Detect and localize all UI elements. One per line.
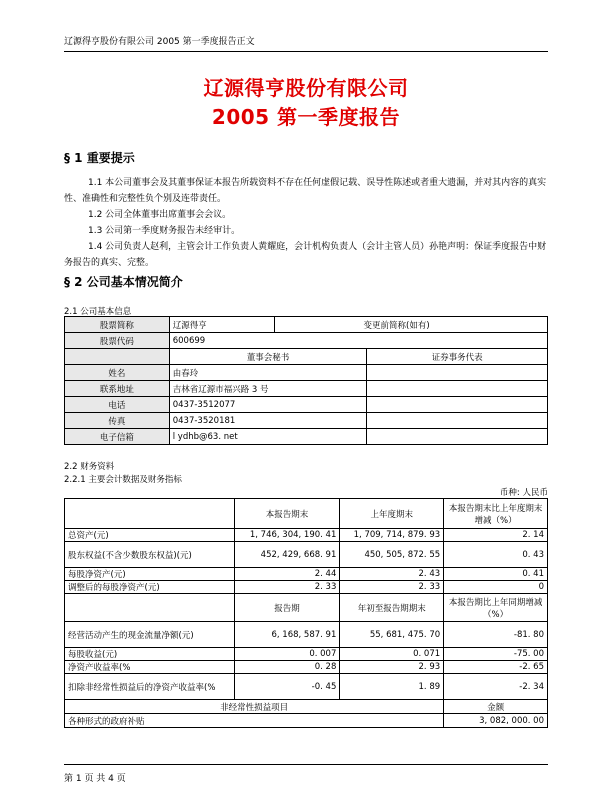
secretary-address: 吉林省辽源市福兴路 3 号	[169, 381, 367, 397]
fin-value: 0	[444, 581, 548, 594]
section1-heading: § 1 重要提示	[64, 151, 135, 165]
fin-value: 1, 746, 304, 190. 41	[234, 529, 340, 542]
subsection-2-2-1: 2.2.1 主要会计数据及财务指标	[64, 475, 182, 485]
fin-header-last-year-end: 上年度期末	[340, 499, 444, 529]
rep-name	[367, 365, 548, 381]
fin-value: 2. 14	[444, 529, 548, 542]
fin-value: 1, 709, 714, 879. 93	[340, 529, 444, 542]
section1-body	[64, 175, 548, 271]
fin-label: 每股收益(元)	[65, 648, 235, 661]
fin-value: 0. 41	[444, 568, 548, 581]
rep-header: 证券事务代表	[367, 349, 548, 365]
fin-value: 450, 505, 872. 55	[340, 542, 444, 568]
notice-1-1: 1.1 本公司董事会及其董事保证本报告所载资料不存在任何虚假记载、误导性陈述或者重大遗漏，并对其内容的真实性、准确性和完整性负个别及连带责任。	[64, 178, 547, 204]
company-title: 辽源得亨股份有限公司	[203, 76, 409, 100]
fin-value: 55, 681, 475. 70	[340, 622, 444, 648]
page-footer: 第 1 页 共 4 页	[64, 774, 126, 784]
fin-value: -75. 00	[444, 648, 548, 661]
secretary-fax: 0437-3520181	[169, 413, 367, 429]
secretary-name: 由春玲	[169, 365, 367, 381]
secretary-header: 董事会秘书	[169, 349, 367, 365]
fin-value: -2. 65	[444, 661, 548, 674]
fin-label: 扣除非经常性损益后的净资产收益率(%	[65, 674, 235, 700]
contact-label-address: 联系地址	[65, 381, 170, 397]
fin-header-ytd: 年初至报告期期末	[340, 594, 444, 622]
secretary-email: l ydhb@63. net	[169, 429, 367, 445]
stock-name-value: 辽源得亨	[169, 317, 274, 333]
rep-email	[367, 429, 548, 445]
report-title: 2005 第一季度报告	[211, 105, 401, 129]
fin-header-change: 本报告期末比上年度期末增减（%）	[444, 499, 548, 529]
fin-value: -2. 34	[444, 674, 548, 700]
page-header: 辽源得亨股份有限公司 2005 第一季度报告正文	[64, 37, 255, 47]
prev-name-cell	[274, 317, 547, 333]
stock-code-label: 股票代码	[65, 333, 170, 349]
fin-header-period-end: 本报告期末	[234, 499, 340, 529]
fin-value: 0. 28	[234, 661, 340, 674]
contact-label-phone: 电话	[65, 397, 170, 413]
fin-value: -81. 80	[444, 622, 548, 648]
notice-1-3: 1.3 公司第一季度财务报告未经审计。	[88, 226, 241, 236]
prev-name-label: 变更前简称(如有)	[363, 320, 430, 331]
nonrec-header: 非经常性损益项目	[65, 700, 444, 714]
fin-value: 0. 43	[444, 542, 548, 568]
section2-heading: § 2 公司基本情况简介	[64, 275, 183, 289]
fin-value: 2. 33	[234, 581, 340, 594]
fin-value: 0. 007	[234, 648, 340, 661]
fin-value: 452, 429, 668. 91	[234, 542, 340, 568]
currency-note: 币种: 人民币	[499, 488, 548, 498]
basic-info-table	[64, 316, 548, 445]
header-rule	[64, 51, 548, 52]
fin-value: 0. 071	[340, 648, 444, 661]
fin-header-blank	[65, 499, 235, 529]
fin-header-blank-2	[65, 594, 235, 622]
fin-value: 2. 44	[234, 568, 340, 581]
fin-label: 净资产收益率(%	[65, 661, 235, 674]
rep-fax	[367, 413, 548, 429]
fin-value: 6, 168, 587. 91	[234, 622, 340, 648]
nonrec-item-label: 各种形式的政府补贴	[65, 714, 444, 728]
stock-name-label: 股票简称	[65, 317, 170, 333]
fin-label: 调整后的每股净资产(元)	[65, 581, 235, 594]
financial-table	[64, 498, 548, 728]
fin-value: 2. 33	[340, 581, 444, 594]
fin-header-period: 报告期	[234, 594, 340, 622]
rep-address	[367, 381, 548, 397]
fin-label: 总资产(元)	[65, 529, 235, 542]
stock-code-value: 600699	[169, 333, 547, 349]
notice-1-4: 1.4 公司负责人赵利，主管会计工作负责人黄耀庭，会计机构负责人（会计主管人员）孙艳声明：保证季度报告中财务报告的真实、完整。	[64, 242, 547, 268]
fin-value: 2. 43	[340, 568, 444, 581]
nonrec-item-amount: 3, 082, 000. 00	[444, 714, 548, 728]
subsection-2-2: 2.2 财务资料	[64, 462, 115, 472]
contact-label-name: 姓名	[65, 365, 170, 381]
footer-rule	[64, 764, 548, 765]
fin-label: 经营活动产生的现金流量净额(元)	[65, 622, 235, 648]
fin-label: 每股净资产(元)	[65, 568, 235, 581]
contact-header-blank	[65, 349, 170, 365]
fin-value: 2. 93	[340, 661, 444, 674]
fin-label: 股东权益(不含少数股东权益)(元)	[65, 542, 235, 568]
fin-header-yoy-change: 本报告期比上年同期增减（%）	[444, 594, 548, 622]
subsection-2-1: 2.1 公司基本信息	[64, 307, 132, 317]
contact-label-fax: 传真	[65, 413, 170, 429]
fin-value: 1. 89	[340, 674, 444, 700]
secretary-phone: 0437-3512077	[169, 397, 367, 413]
nonrec-amount-header: 金额	[444, 700, 548, 714]
notice-1-2: 1.2 公司全体董事出席董事会会议。	[88, 210, 232, 220]
rep-phone	[367, 397, 548, 413]
fin-value: -0. 45	[234, 674, 340, 700]
contact-label-email: 电子信箱	[65, 429, 170, 445]
